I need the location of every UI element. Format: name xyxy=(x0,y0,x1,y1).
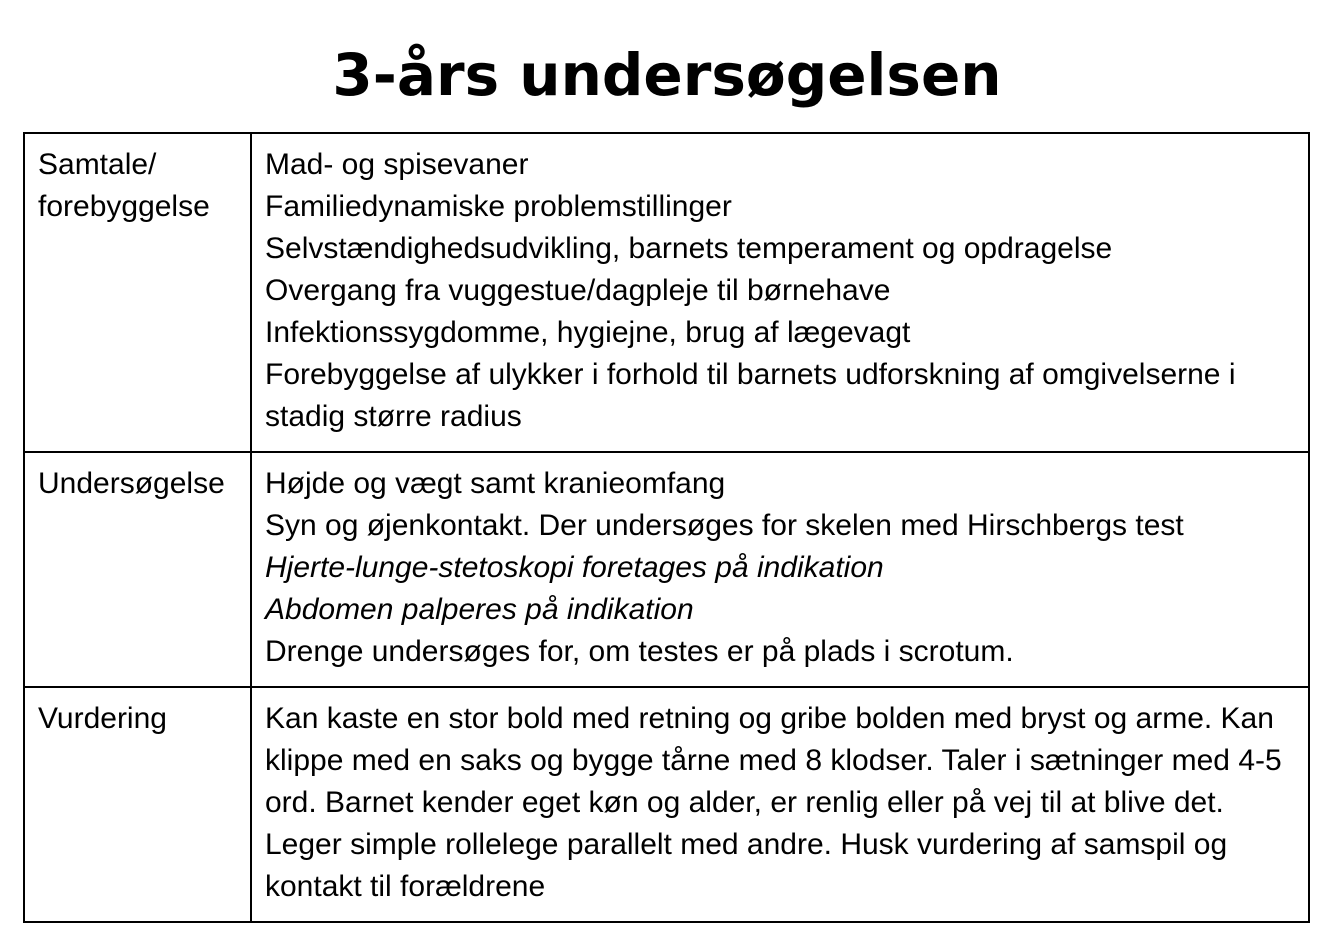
list-item: Højde og vægt samt kranieomfang xyxy=(265,467,726,500)
row-label-line: Vurdering xyxy=(38,702,167,735)
list-item: Syn og øjenkontakt. Der undersøges for skelen med Hirschbergs test xyxy=(265,509,1184,542)
row-label xyxy=(24,452,251,687)
list-item: Infektionssygdomme, hygiejne, brug af lægevagt xyxy=(265,316,911,349)
list-item: Abdomen palperes på indikation xyxy=(265,593,694,626)
row-label xyxy=(24,133,251,452)
page-title: 3-års undersøgelsen xyxy=(332,41,1002,109)
table-row xyxy=(24,133,1309,452)
list-item: Mad- og spisevaner xyxy=(265,148,529,181)
table-row xyxy=(24,687,1309,922)
row-content xyxy=(251,452,1309,687)
list-item: Selvstændighedsudvikling, barnets temperament og opdragelse xyxy=(265,232,1113,265)
list-item: Kan kaste en stor bold med retning og gribe bolden med bryst og arme. Kan klippe med en saks og bygge tårne med 8 klodser. Taler i sætninger med 4-5 ord. Barnet kender eget køn og alder, er renlig eller på vej til at blive det. Leger simple rollelege parallelt med andre. Husk vurdering af samspil og kontakt til forældrene xyxy=(265,702,1282,903)
row-label-line: Samtale/ xyxy=(38,148,157,181)
examination-table xyxy=(23,132,1310,923)
row-label xyxy=(24,687,251,922)
list-item: Overgang fra vuggestue/dagpleje til børnehave xyxy=(265,274,891,307)
list-item: Forebyggelse af ulykker i forhold til barnets udforskning af omgivelserne i stadig større radius xyxy=(265,358,1236,433)
row-content xyxy=(251,687,1309,922)
table-row xyxy=(24,452,1309,687)
list-item: Drenge undersøges for, om testes er på plads i scrotum. xyxy=(265,635,1014,668)
list-item: Familiedynamiske problemstillinger xyxy=(265,190,732,223)
row-label-line: forebyggelse xyxy=(38,190,210,223)
list-item: Hjerte-lunge-stetoskopi foretages på indikation xyxy=(265,551,884,584)
row-label-line: Undersøgelse xyxy=(38,467,225,500)
row-content xyxy=(251,133,1309,452)
